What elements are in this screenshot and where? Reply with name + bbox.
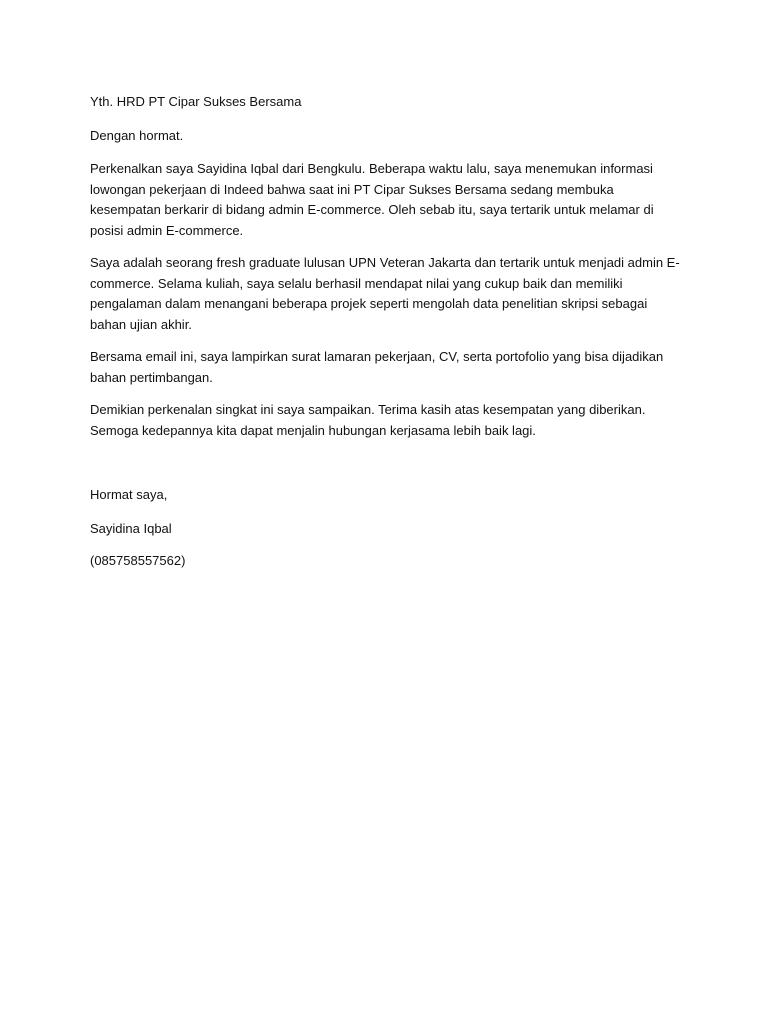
closing-line: Hormat saya, — [90, 487, 168, 502]
paragraph-attachments: Bersama email ini, saya lampirkan surat lamaran pekerjaan, CV, serta portofolio yang bisa dijadikan bahan pertimbangan. — [90, 349, 664, 385]
paragraph-background: Saya adalah seorang fresh graduate lulusan UPN Veteran Jakarta dan tertarik untuk menjadi admin E-commerce. Selama kuliah, saya selalu berhasil mendapat nilai yang cukup baik dan memiliki pengalaman dalam menangani beberapa projek seperti mengolah data penelitian skripsi sebagai bahan ujian akhir. — [90, 255, 680, 332]
letter-body — [90, 92, 680, 572]
recipient-line: Yth. HRD PT Cipar Sukses Bersama — [90, 94, 302, 109]
greeting-line: Dengan hormat. — [90, 127, 184, 143]
signer-name: Sayidina Iqbal — [90, 520, 172, 536]
phone-number: (085758557562) — [90, 553, 186, 568]
paragraph-closing-remarks: Demikian perkenalan singkat ini saya sampaikan. Terima kasih atas kesempatan yang diberikan. Semoga kedepannya kita dapat menjalin hubungan kerjasama lebih baik lagi. — [90, 402, 646, 438]
paragraph-introduction: Perkenalkan saya Sayidina Iqbal dari Bengkulu. Beberapa waktu lalu, saya menemukan informasi lowongan pekerjaan di Indeed bahwa saat ini PT Cipar Sukses Bersama sedang membuka kesempatan berkarir di bidang admin E-commerce. Oleh sebab itu, saya tertarik untuk melamar di posisi admin E-commerce. — [90, 161, 654, 238]
